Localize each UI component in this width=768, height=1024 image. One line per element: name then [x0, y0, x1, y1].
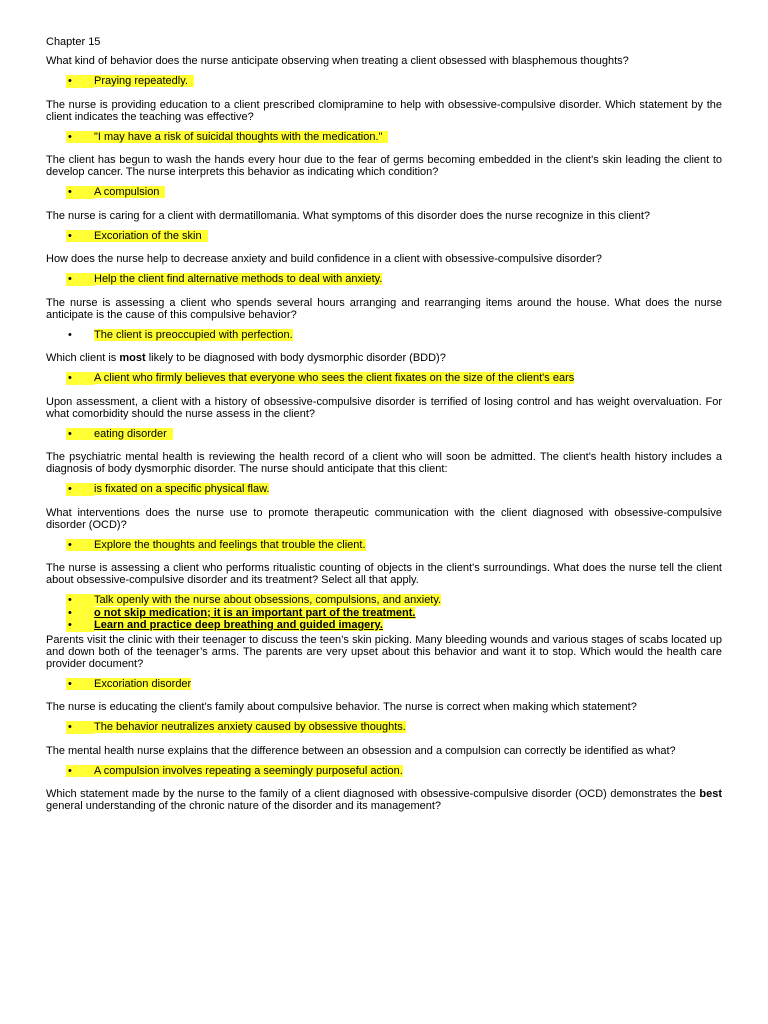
question-emphasis: most: [119, 352, 146, 364]
answer-list-10: [46, 539, 722, 552]
answer-text: Help the client find alternative methods to deal with anxiety.: [94, 273, 383, 285]
answer-item: [46, 678, 722, 691]
question-11: The nurse is assessing a client who performs ritualistic counting of objects in the client's surroundings. What does the nurse tell the client about obsessive-compulsive disorder and its treatment? Select all that apply.: [46, 562, 722, 586]
answer-list-9: [46, 483, 722, 496]
question-1: What kind of behavior does the nurse anticipate observing when treating a client obsessed with blasphemous thoughts?: [46, 55, 629, 67]
answer-item: [46, 75, 722, 88]
answer-text: The client is preoccupied with perfection.: [94, 328, 293, 341]
answer-text: "I may have a risk of suicidal thoughts with the medication.": [94, 131, 388, 143]
chapter-heading: Chapter 15: [46, 36, 101, 48]
answer-item: [46, 607, 722, 620]
answer-text: A client who firmly believes that everyone who sees the client fixates on the size of the client's ears: [94, 372, 575, 384]
answer-list-6: [46, 329, 722, 342]
answer-item: [46, 765, 722, 778]
answer-item: [46, 329, 722, 342]
answer-text: eating disorder: [94, 428, 173, 440]
answer-item: [46, 594, 722, 607]
answer-item: [46, 539, 722, 552]
answer-item: [46, 428, 722, 441]
question-text: general understanding of the chronic nature of the disorder and its management?: [46, 800, 442, 812]
answer-item: [46, 721, 722, 734]
answer-list-8: [46, 428, 722, 441]
answer-text: Excoriation disorder: [94, 677, 192, 690]
answer-text: Learn and practice deep breathing and guided imagery.: [94, 619, 383, 631]
question-3: The client has begun to wash the hands every hour due to the fear of germs becoming embedded in the client's skin leading the client to develop cancer. The nurse interprets this behavior as indicating which condition?: [46, 154, 722, 178]
answer-list-13: [46, 721, 722, 734]
answer-list-4: [46, 230, 722, 243]
answer-text: Explore the thoughts and feelings that trouble the client.: [94, 538, 366, 551]
answer-list-11: [46, 594, 722, 632]
question-6: The nurse is assessing a client who spends several hours arranging and rearranging items around the house. What does the nurse anticipate is the cause of this compulsive behavior?: [46, 296, 722, 321]
question-15: [46, 788, 722, 812]
question-8: Upon assessment, a client with a history of obsessive-compulsive disorder is terrified of losing control and has weight overvaluation. For what comorbidity should the nurse assess in the client?: [46, 395, 722, 420]
question-10: What interventions does the nurse use to promote therapeutic communication with the client diagnosed with obsessive-compulsive disorder (OCD)?: [46, 506, 722, 531]
question-2: The nurse is providing education to a client prescribed clomipramine to help with obsessive-compulsive disorder. Which statement by the client indicates the teaching was effective?: [46, 98, 722, 123]
answer-item: [46, 230, 722, 243]
question-14: The mental health nurse explains that the difference between an obsession and a compulsion can correctly be identified as what?: [46, 744, 676, 757]
question-text: Which statement made by the nurse to the family of a client diagnosed with obsessive-compulsive disorder (OCD) demonstrates the: [46, 788, 700, 800]
answer-list-12: [46, 678, 722, 691]
answer-item: [46, 131, 722, 144]
answer-list-14: [46, 765, 722, 778]
question-emphasis: best: [699, 788, 722, 800]
answer-text: A compulsion involves repeating a seemingly purposeful action.: [94, 764, 403, 777]
answer-text: Excoriation of the skin: [94, 230, 208, 242]
document-page: [46, 36, 722, 812]
answer-item: [46, 483, 722, 496]
answer-list-5: [46, 273, 722, 286]
answer-text: Talk openly with the nurse about obsessions, compulsions, and anxiety.: [94, 594, 442, 606]
answer-item: [46, 186, 722, 199]
answer-text: Praying repeatedly.: [94, 75, 194, 87]
question-7: [46, 352, 722, 364]
answer-list-2: [46, 131, 722, 144]
answer-list-7: [46, 372, 722, 385]
answer-text: is fixated on a specific physical flaw.: [94, 483, 270, 495]
question-4: The nurse is caring for a client with dermatillomania. What symptoms of this disorder does the nurse recognize in this client?: [46, 209, 651, 222]
answer-text: The behavior neutralizes anxiety caused by obsessive thoughts.: [94, 721, 406, 733]
answer-list-1: [46, 75, 722, 88]
question-12: Parents visit the clinic with their teenager to discuss the teen’s skin picking. Many bleeding wounds and various stages of scabs located up and down both of the teenager’s arms. The parents are very upset about this behavior and want it to stop. Which would the health care provider document?: [46, 633, 722, 670]
question-13: The nurse is educating the client’s family about compulsive behavior. The nurse is correct when making which statement?: [46, 701, 637, 713]
question-text: likely to be diagnosed with body dysmorphic disorder (BDD)?: [145, 352, 446, 364]
answer-item: [46, 372, 722, 385]
answer-text: o not skip medication; it is an important part of the treatment.: [94, 606, 416, 619]
answer-item: [46, 619, 722, 632]
question-5: How does the nurse help to decrease anxiety and build confidence in a client with obsessive-compulsive disorder?: [46, 253, 602, 265]
answer-item: [46, 273, 722, 286]
question-text: Which client is: [46, 352, 120, 364]
question-9: The psychiatric mental health is reviewing the health record of a client who will soon be admitted. The client's health history includes a diagnosis of body dysmorphic disorder. The nurse should anticipate that this client:: [46, 451, 722, 475]
answer-text: A compulsion: [94, 186, 165, 198]
answer-list-3: [46, 186, 722, 199]
